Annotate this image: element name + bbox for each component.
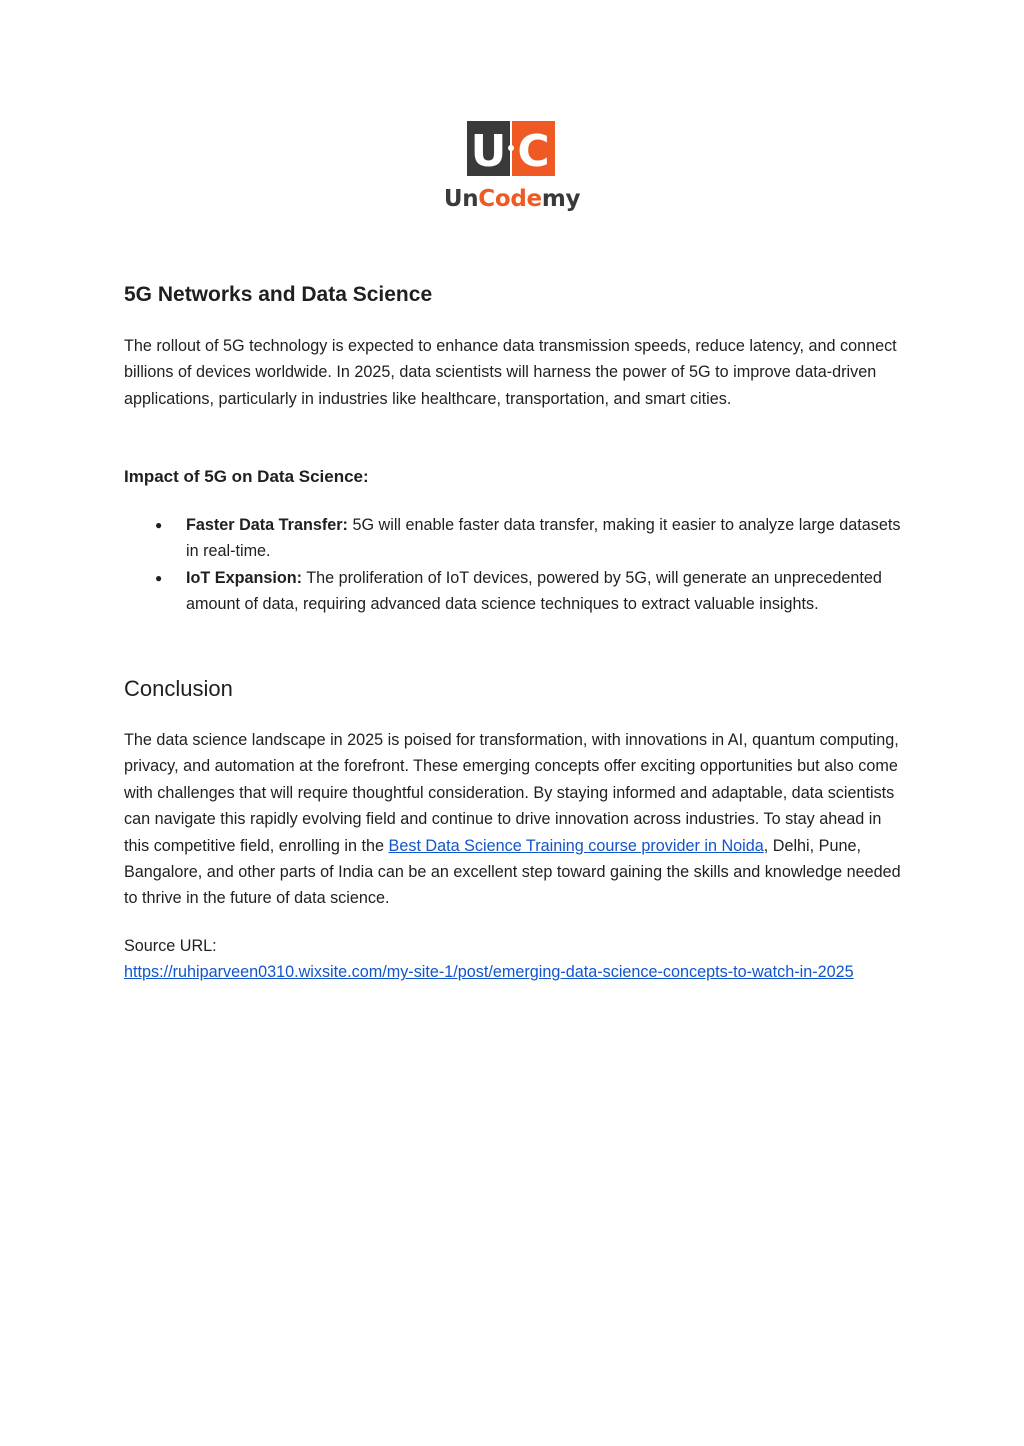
bullet-text: 5G will enable faster data transfer, making it easier to analyze large datasets in real-time. [186,516,901,561]
uncodemy-logo [439,121,585,217]
conclusion-text-after: , Delhi, Pune, Bangalore, and other parts of India can be an excellent step toward gaining the skills and knowledge needed to thrive in the future of data science. [124,836,901,908]
source-url-link[interactable]: https://ruhiparveen0310.wixsite.com/my-site-1/post/emerging-data-science-concepts-to-watch-in-2025 [124,963,854,982]
list-item [124,565,904,618]
bullet-label: IoT Expansion: [186,568,303,587]
conclusion-paragraph [124,727,904,912]
impact-list [124,512,904,618]
training-course-link[interactable]: Best Data Science Training course provider in Noida [388,836,764,855]
logo-mark-left: U [470,126,507,176]
conclusion-text-before: The data science landscape in 2025 is poised for transformation, with innovations in AI, quantum computing, privacy, and automation at the forefront. These emerging concepts offer exciting opportunities but also come with challenges that will require thoughtful consideration. By staying informed and adaptable, data scientists can navigate this rapidly evolving field and continue to drive innovation across industries. To stay ahead in this competitive field, enrolling in the [124,731,899,855]
logo-mark-icon [467,121,555,176]
bullet-icon: ● [155,518,163,532]
list-item [124,512,904,565]
logo-wordmark-code: Code [478,186,542,212]
logo-mark-right: C [517,126,550,176]
logo-wordmark [439,185,585,213]
bullet-icon: ● [155,570,163,585]
source-block [124,933,904,986]
source-label: Source URL: [124,937,217,955]
conclusion-title: Conclusion [124,676,233,701]
logo-wordmark-my: my [541,186,581,212]
section-title: 5G Networks and Data Science [124,283,433,306]
section-intro: The rollout of 5G technology is expected to enhance data transmission speeds, reduce latency, and connect billions of devices worldwide. In 2025, data scientists will harness the power of 5G to improve data-driven applications, particularly in industries like healthcare, transportation, and smart cities. [124,337,897,408]
impact-subheading: Impact of 5G on Data Science: [124,467,369,486]
logo-wordmark-un: Un [443,186,479,212]
bullet-text: The proliferation of IoT devices, powered by 5G, will generate an unprecedented amount of data, requiring advanced data science techniques to extract valuable insights. [186,568,882,614]
bullet-label: Faster Data Transfer: [186,516,348,534]
